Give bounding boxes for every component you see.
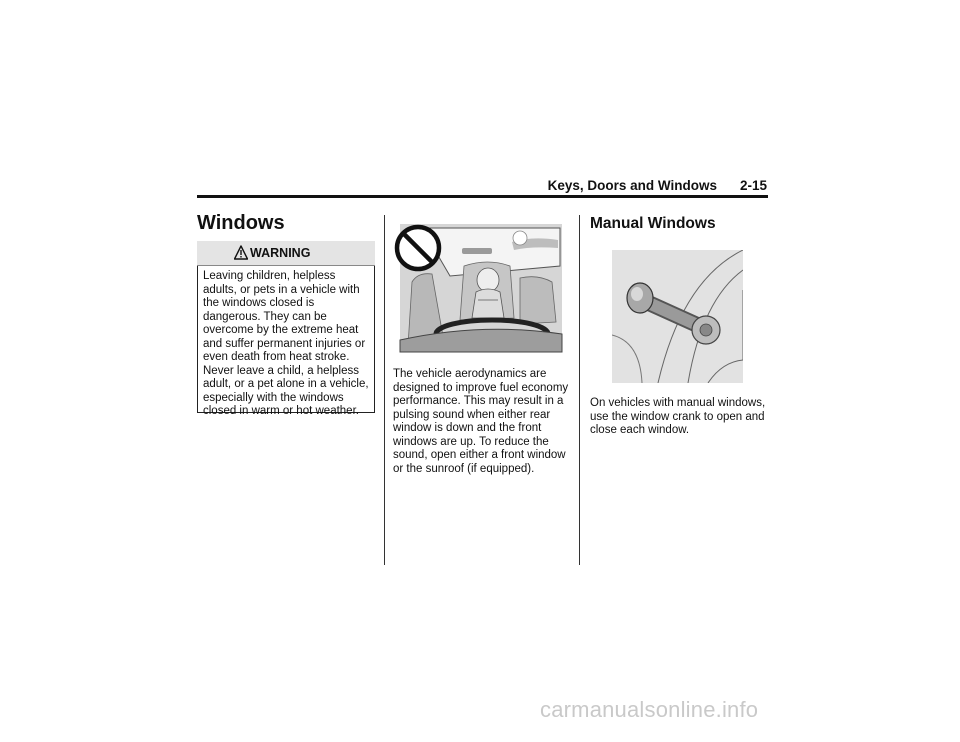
watermark: carmanualsonline.info: [540, 697, 759, 722]
subsection-title: Manual Windows: [590, 215, 716, 232]
manual-windows-paragraph: On vehicles with manual windows, use the window crank to open and close each window.: [590, 397, 766, 436]
header-rule: [197, 195, 768, 198]
warning-label: WARNING: [250, 246, 311, 260]
warning-triangle-icon: [234, 245, 248, 261]
page-number: 2-15: [739, 178, 767, 193]
column-divider-right: [579, 215, 580, 565]
warning-text: Leaving children, helpless adults, or pets in a vehicle with the windows closed is dangerous. They can be overcome by the extreme heat and suffer permanent injuries or even death from heat stroke. Never leave a child, a helpless adult, or a pet alone in a vehicle, especially with the windows closed in warm or hot weather.: [203, 270, 369, 417]
column-divider-left: [384, 215, 385, 565]
prohibition-icon: [397, 227, 439, 269]
aerodynamics-paragraph: The vehicle aerodynamics are designed to improve fuel economy performance. This may result in a pulsing sound when either rear window is down and the front windows are up. To reduce the sound, open either a front window or the sunroof (if equipped).: [393, 368, 569, 475]
window-crank-illustration: [612, 250, 743, 383]
child-in-car-illustration: [392, 222, 564, 354]
section-title: Windows: [197, 212, 285, 234]
running-header-title: Keys, Doors and Windows: [547, 178, 717, 193]
